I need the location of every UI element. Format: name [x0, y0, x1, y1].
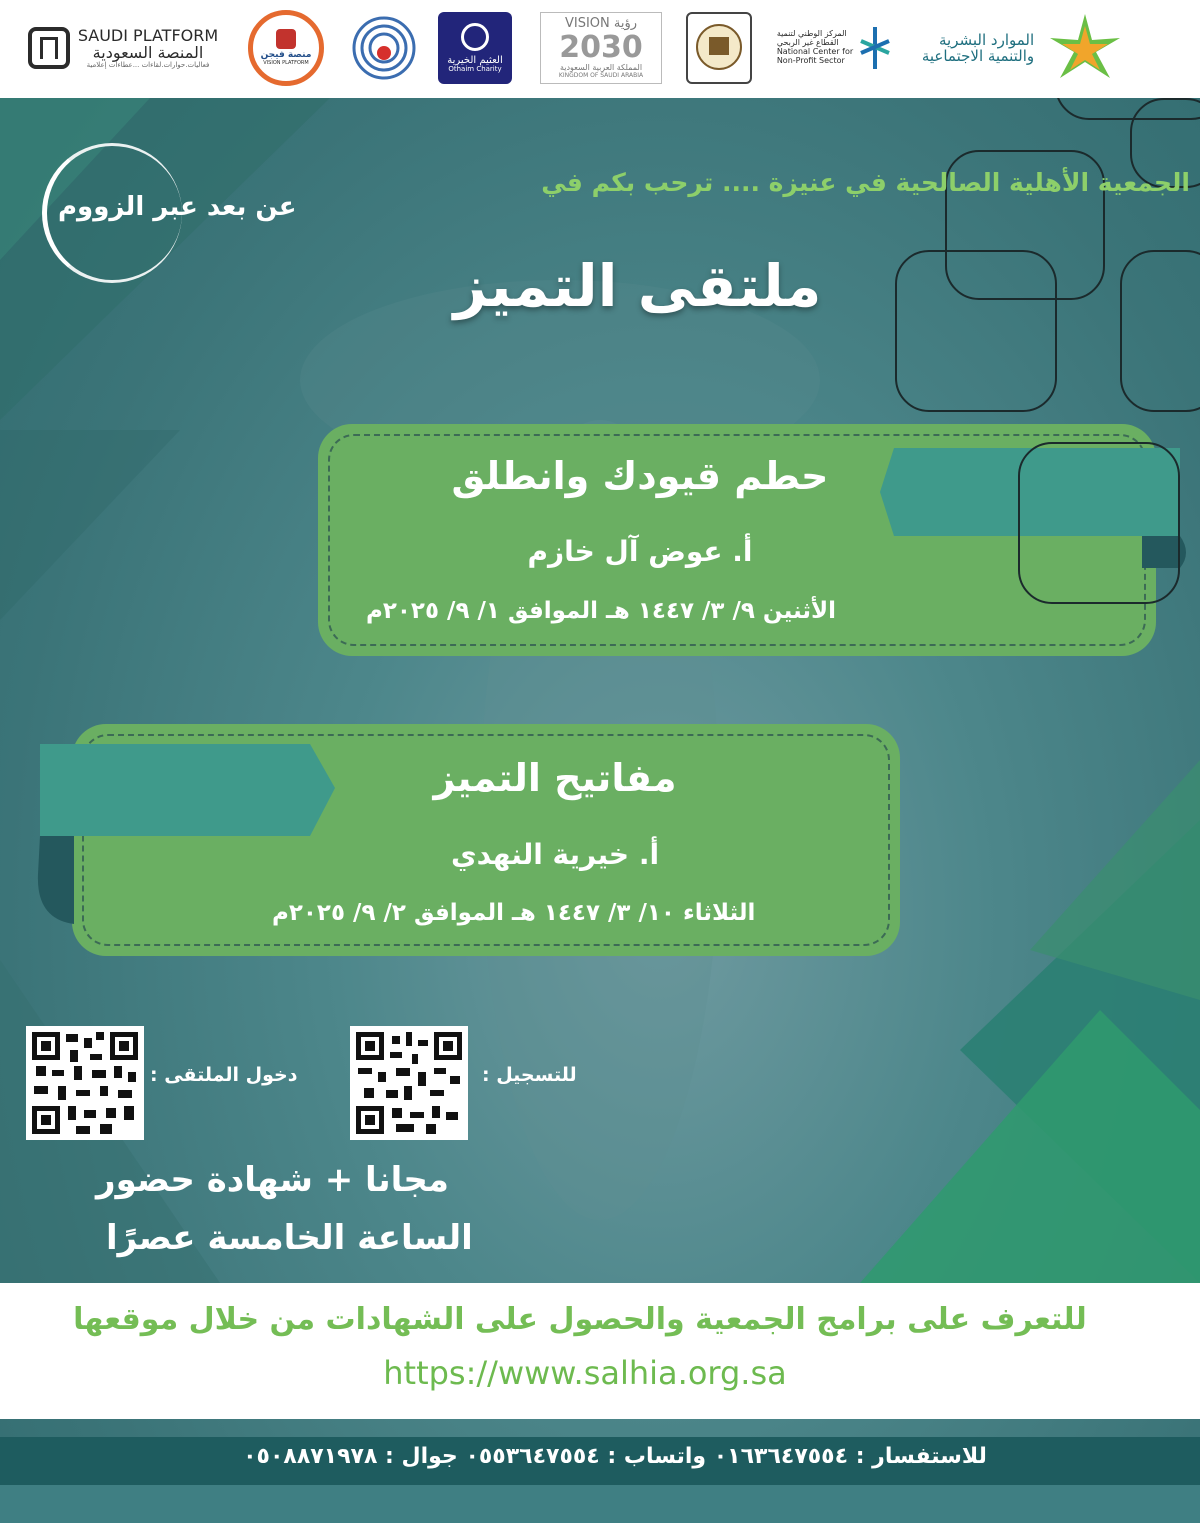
zoom-badge-text: عن بعد عبر الزووم: [58, 192, 297, 222]
logo-line: المنصة السعودية: [92, 43, 204, 63]
vision-2030-logo: [540, 12, 662, 84]
contact-text: للاستفسار : ٠١٦٣٦٤٧٥٥٤ واتساب : ٠٥٥٣٦٤٧٥٥٤ جوال : ٠٥٠٨٨٧١٩٧٨: [243, 1444, 987, 1469]
info-text: للتعرف على برامج الجمعية والحصول على الشهادات من خلال موقعها: [73, 1302, 1087, 1337]
national-center-icon: [857, 23, 893, 73]
logo-line: الموارد البشرية: [939, 30, 1035, 49]
session-title: مفاتيح التميز: [433, 756, 677, 800]
association-emblem-logo: [686, 12, 752, 84]
saudi-platform-logo: [18, 12, 228, 84]
qr-code-icon: [356, 1032, 462, 1134]
register-qr-code[interactable]: [350, 1026, 468, 1140]
logo-line: Othaim Charity: [448, 64, 502, 73]
logo-line: SAUDI PLATFORM: [77, 25, 219, 45]
logo-line: القطاع غير الربحي: [776, 38, 839, 48]
othaim-charity-logo: [438, 12, 512, 84]
decor-outline: [1018, 442, 1180, 604]
register-label: للتسجيل :: [482, 1064, 577, 1086]
logo-bar: [0, 0, 1200, 98]
logo-line: Non-Profit Sector: [776, 55, 845, 65]
session-date: الثلاثاء ١٠/ ٣/ ١٤٤٧ هـ الموافق ٢/ ٩/ ٢٠٢٥م: [272, 900, 756, 926]
emblem-icon: [692, 17, 746, 79]
page-title: ملتقى التميز: [453, 252, 822, 320]
session-title: حطم قيودك وانطلق: [451, 454, 829, 498]
logo-line: KINGDOM OF SAUDI ARABIA: [558, 71, 644, 79]
fingerprint-logo: [348, 12, 420, 84]
free-certificate-text: مجانا + شهادة حضور: [96, 1160, 449, 1200]
fayjan-icon: [276, 29, 296, 49]
logo-line: والتنمية الاجتماعية: [921, 47, 1035, 65]
logo-line: منصة فيجن: [260, 50, 312, 61]
logo-line: VISION PLATFORM: [263, 60, 309, 67]
fayjan-platform-logo: [246, 12, 326, 84]
logo-line: المملكة العربية السعودية: [559, 62, 643, 72]
hr-ministry-icon: [1040, 8, 1130, 88]
session-speaker: أ. عوض آل خازم: [527, 535, 753, 568]
qr-code-icon: [32, 1032, 138, 1134]
othaim-icon: [461, 23, 489, 51]
session-speaker: أ. خيرية النهدي: [450, 838, 660, 871]
enter-forum-label: دخول الملتقى :: [150, 1064, 298, 1086]
bottom-band: [0, 1485, 1200, 1523]
fingerprint-icon: [349, 13, 419, 83]
time-text: الساعة الخامسة عصرًا: [106, 1218, 473, 1258]
enter-forum-qr-code[interactable]: [26, 1026, 144, 1140]
session-date: الأثنين ٩/ ٣/ ١٤٤٧ هـ الموافق ١/ ٩/ ٢٠٢٥م: [366, 598, 837, 624]
logo-line: العثيم الخيرية: [447, 54, 503, 66]
website-link[interactable]: https://www.salhia.org.sa: [383, 1354, 787, 1392]
logo-line: VISION رؤية: [564, 15, 638, 31]
logo-line: فعاليات.حوارات.لقاءات ...عطاءات إعلامية: [86, 60, 210, 69]
logo-line: المركز الوطني لتنمية: [776, 29, 847, 39]
logo-line: 2030: [559, 29, 643, 65]
welcome-text: الجمعية الأهلية الصالحية في عنيزة .... ترحب بكم في: [541, 168, 1190, 197]
national-center-logo: [772, 12, 898, 84]
hr-ministry-logo: [908, 12, 1144, 84]
logo-line: National Center for: [776, 47, 854, 56]
saudi-platform-icon: [28, 27, 70, 69]
